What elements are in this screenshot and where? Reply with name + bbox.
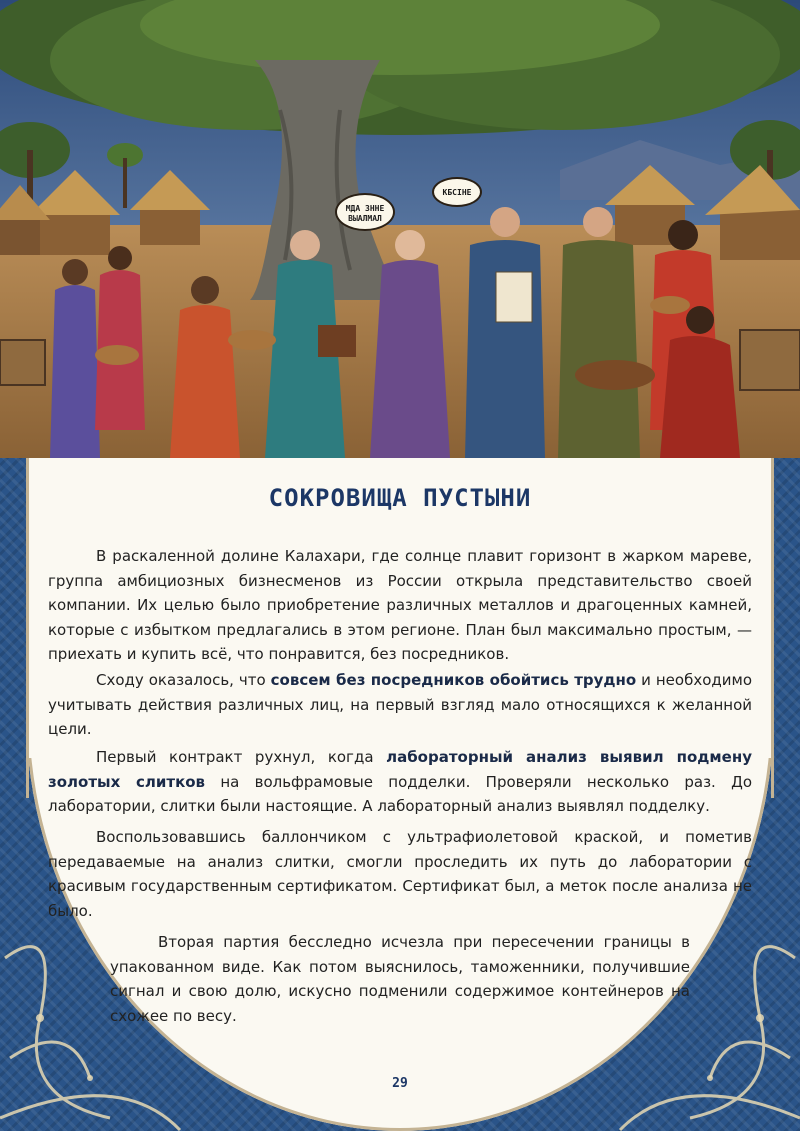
paragraph-2-text-end: и необходимо учитывать действия различных лиц, на первый взгляд мало относящихся к желанной цели.	[48, 671, 752, 738]
paragraph-4: Воспользовавшись баллончиком с ультрафиолетовой краской, и пометив передаваемые на анализ слитки, смогли проследить их путь до лаборатории с красивым государственным сертификатом. Сертификат был, а меток после анализа не было.	[48, 828, 752, 920]
paragraph-2-emphasis: совсем без посредников обойтись трудно	[270, 671, 637, 689]
paragraph-3-text-end: на вольфрамовые подделки. Проверяли несколько раз. До лаборатории, слитки были настоящие. А лабораторный анализ выявлял подделку.	[48, 772, 752, 815]
paragraph-5: Вторая партия бесследно исчезла при пересечении границы в упакованном виде. Как потом выяснилось, таможенники, получившие сигнал и свою долю, искусно подменили содержимое контейнеров на схожее по весу.	[110, 933, 690, 1025]
page-number: 29	[392, 1076, 408, 1091]
village-scene-image	[0, 0, 800, 458]
paragraph-1: В раскаленной долине Калахари, где солнце плавит горизонт в жарком мареве, группа амбициозных бизнесменов из России открыла представительство своей компании. Их целью было приобретение различных металлов и драгоценных камней, которые с избытком предлагались в этом регионе. План был максимально простым, — приехать и купить всё, что понравится, без посредников.	[48, 547, 752, 663]
paragraph-2	[48, 668, 752, 742]
paragraph-3-text-start: Первый контракт рухнул, когда	[96, 748, 387, 766]
speech-bubble-right: КБСІНЕ	[432, 177, 482, 207]
page-title: СОКРОВИЩА ПУСТЫНИ	[268, 484, 532, 512]
header-illustration	[0, 0, 800, 458]
speech-bubble-left: МДА ЗННЕ ВЫАЛМАЛ	[335, 193, 395, 231]
paragraph-3-emphasis: лабораторный анализ выявил подмену золотых слитков	[48, 748, 752, 791]
paragraph-3	[48, 745, 752, 819]
paragraph-2-text-start: Сходу оказалось, что	[96, 671, 271, 689]
